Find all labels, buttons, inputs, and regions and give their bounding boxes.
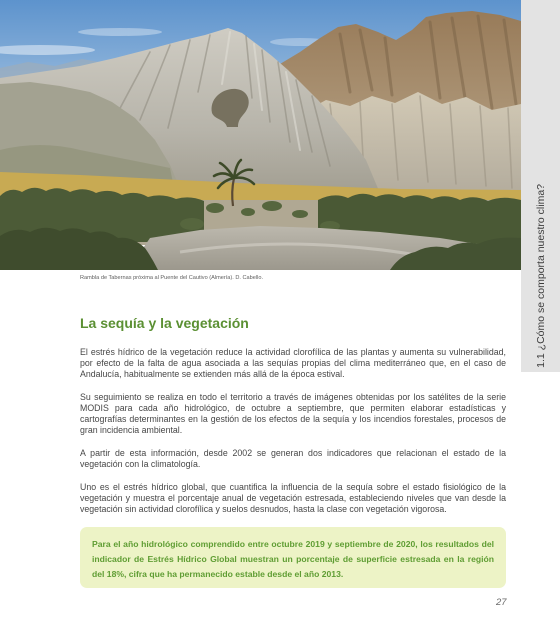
body-paragraph: El estrés hídrico de la vegetación reduce la actividad clorofílica de las plantas y aumenta su vulnerabilidad, por efecto de la falta de agua asociada a las sequías propias del clima mediterráneo que, en el caso de Andalucía, habitualmente se extienden más allá de la época estival. [80,347,506,379]
body-paragraph: A partir de esta información, desde 2002 se generan dos indicadores que relacionan el estado de la vegetación con la climatología. [80,448,506,469]
article [80,315,506,588]
page-number: 27 [496,597,507,608]
section-tab-label: 1.1 ¿Cómo se comporta nuestro clima? [534,184,547,368]
highlight-box [80,527,506,588]
highlight-text: Para el año hidrológico comprendido entre octubre 2019 y septiembre de 2020, los resultados del indicador de Estrés Hídrico Global muestran un porcentaje de superficie estresada en la región del 18%, cifra que ha permanecido estable desde el año 2013. [92,539,494,579]
landscape-photo [0,0,521,270]
photo-caption: Rambla de Tabernas próxima al Puente del Cautivo (Almería). D. Cabello. [80,275,264,281]
body-paragraph: Uno es el estrés hídrico global, que cuantifica la influencia de la sequía sobre el estado fisiológico de la vegetación y muestra el porcentaje anual de vegetación estresada, estableciendo niveles que van desde la vegetación sin actividad clorofílica y suelos desnudos, hasta la clase con vegetación vigorosa. [80,482,506,514]
body-paragraph: Su seguimiento se realiza en todo el territorio a través de imágenes obtenidas por los satélites de la serie MODIS para cada año hidrológico, de octubre a septiembre, que permiten elaborar estadísticas y cartografías determinantes en la gestión de los efectos de la sequía y los incendios forestales, procesos de gran incidencia ambiental. [80,392,506,435]
section-tab [521,0,560,372]
section-heading: La sequía y la vegetación [80,315,249,331]
